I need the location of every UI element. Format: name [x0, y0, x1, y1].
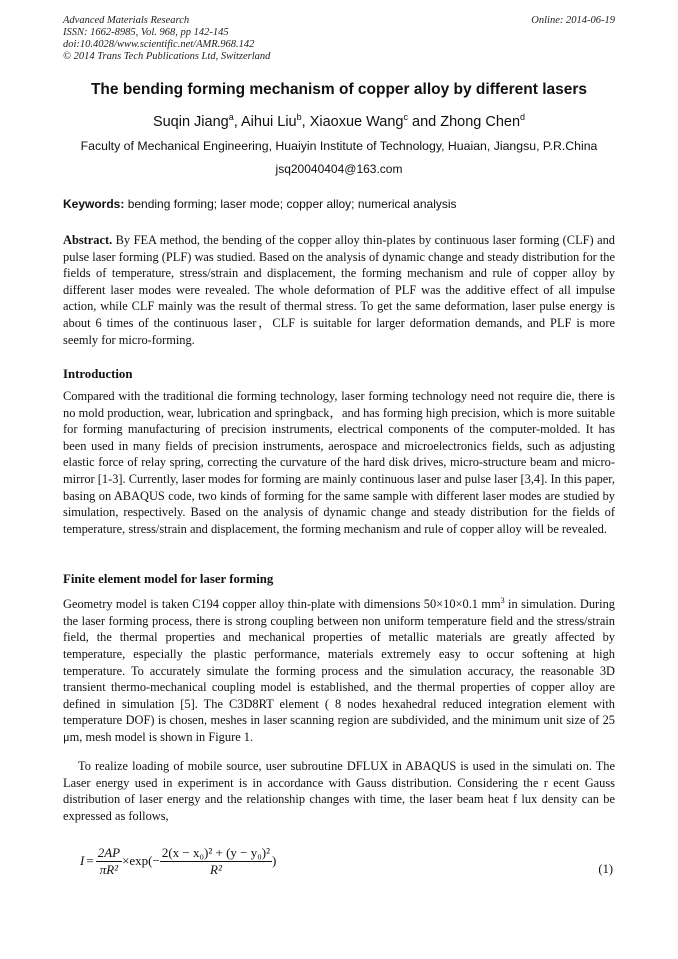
eq-frac1-denominator: πR²	[99, 861, 119, 877]
abstract-text: By FEA method, the bending of the copper alloy thin-plates by continuous laser forming (CLF) and pulse laser forming (PLF) was studied. Based on the analysis of dynamic change and steady distribution for the fields of temperature, stress/strain and displacement, the forming mechanism and rule of copper alloy by different laser modes were revealed. The whole deformation of PLF was the additive effect of all impulse action, while CLF mainly was the result of thermal stress. To get the same deformation, laser pulse energy is about 6 times of the continuous laser，CLF is suitable for larger deformation demands, and PLF is more seemly for micro-forming.	[63, 233, 615, 347]
online-date: Online: 2014-06-19	[531, 15, 615, 26]
eq-frac2-numerator: 2(x − x₀)² + (y − y₀)²	[161, 844, 271, 860]
eq-fraction-1	[96, 845, 122, 878]
introduction-paragraph: Compared with the traditional die forming technology, laser forming technology need not require die, there is no mold production, wear, lubrication and springback，and has forming high precision, which is more suitable for forming manufacturing of precision instruments, electrical components of the computer-molded. It has been used in many fields of precision instruments, aerospace and microelectronics fields, such as adjusting elastic force of relay spring, correcting the curvature of the hard disk drives, micro-structure beam and micro-mirror [1-3]. Currently, laser modes for forming are mainly continuous laser and pulse laser [3,4]. In this paper, basing on ABAQUS code, two kinds of forming for the same sample with different laser modes are studied by simulation, respectively. Based on the analysis of dynamic change and steady distribution for the fields of temperature, stress/strain and displacement, the forming mechanism and rule of copper alloy will be revealed.	[63, 389, 615, 536]
journal-header	[63, 15, 270, 63]
issn-line: ISSN: 1662-8985, Vol. 968, pp 142-145	[63, 27, 229, 38]
email-address[interactable]: jsq20040404@163.com	[275, 162, 403, 176]
author-list	[0, 112, 678, 130]
abstract-paragraph	[63, 232, 615, 348]
introduction-heading: Introduction	[63, 367, 133, 381]
author-affil-mark: a	[228, 112, 234, 122]
equation-1	[80, 838, 276, 884]
eq-fraction-2	[160, 845, 272, 878]
author-name: Zhong Chen	[440, 114, 521, 130]
fem-heading: Finite element model for laser forming	[63, 572, 274, 586]
keywords-label: Keywords:	[63, 197, 125, 211]
author-name: Suqin Jiang	[152, 114, 229, 130]
author-affil-mark: c	[403, 112, 408, 122]
doi-line[interactable]: doi:10.4028/www.scientific.net/AMR.968.142	[63, 39, 255, 50]
author-affil-mark: d	[520, 112, 526, 122]
author-name: Xiaoxue Wang	[309, 114, 404, 130]
eq-close-paren: )	[272, 853, 277, 868]
fem-p1-superscript: 3	[500, 596, 505, 605]
copyright-line: © 2014 Trans Tech Publications Ltd, Switzerland	[63, 51, 271, 62]
fem-p1-text-b: in simulation. During the laser forming process, there is strong coupling between non uniform temperature field and the stress/strain field, the thermal properties and mechanical properties of metallic materials are greatly affected by temperature, especially the plastic performance, materials extremely easy to occur softening at high temperature. To accurately simulate the forming process and the simulation accuracy, the reasonable 3D transient thermo-mechanical coupling model is established, and the thermal properties of copper alloy are defined in simulation [5]. The C3D8RT element ( 8 nodes hexahedral reduced integration element with temperature DOF) is chosen, meshes in laser scanning region are subdivided, and the minimum unit size of 25 μm, mesh model is shown in Figure 1.	[63, 597, 615, 744]
eq-equals: =	[86, 853, 94, 868]
eq-lhs: I	[80, 853, 85, 868]
author-affil-mark: b	[296, 112, 302, 122]
paper-title: The bending forming mechanism of copper alloy by different lasers	[90, 81, 588, 98]
affiliation: Faculty of Mechanical Engineering, Huaiyin Institute of Technology, Huaian, Jiangsu, P.R.China	[80, 139, 598, 153]
journal-name: Advanced Materials Research	[63, 15, 190, 26]
author-separator: ,	[301, 114, 310, 130]
fem-p1-text-a: Geometry model is taken C194 copper alloy thin-plate with dimensions 50×10×0.1 mm	[63, 597, 501, 612]
fem-paragraph-2: To realize loading of mobile source, user subroutine DFLUX in ABAQUS is used in the simulati on. The Laser energy used in experiment is in accordance with Gauss distribution. Considering the r ecent Gauss distribution of laser energy and the relationship changes with time, the laser beam heat f lux density can be expressed as follows,	[63, 759, 615, 823]
fem-paragraph-1	[63, 593, 615, 745]
keywords-line	[63, 197, 615, 211]
equation-number: (1)	[598, 862, 613, 876]
author-separator: and	[407, 114, 441, 130]
eq-frac1-numerator: 2AP	[97, 844, 121, 860]
eq-exp: ×exp(−	[122, 853, 160, 868]
keywords-text: bending forming; laser mode; copper alloy; numerical analysis	[124, 197, 457, 211]
author-name: Aihui Liu	[241, 114, 297, 130]
author-separator: ,	[233, 114, 241, 130]
abstract-label: Abstract.	[63, 233, 113, 247]
eq-frac2-denominator: R²	[210, 861, 222, 877]
